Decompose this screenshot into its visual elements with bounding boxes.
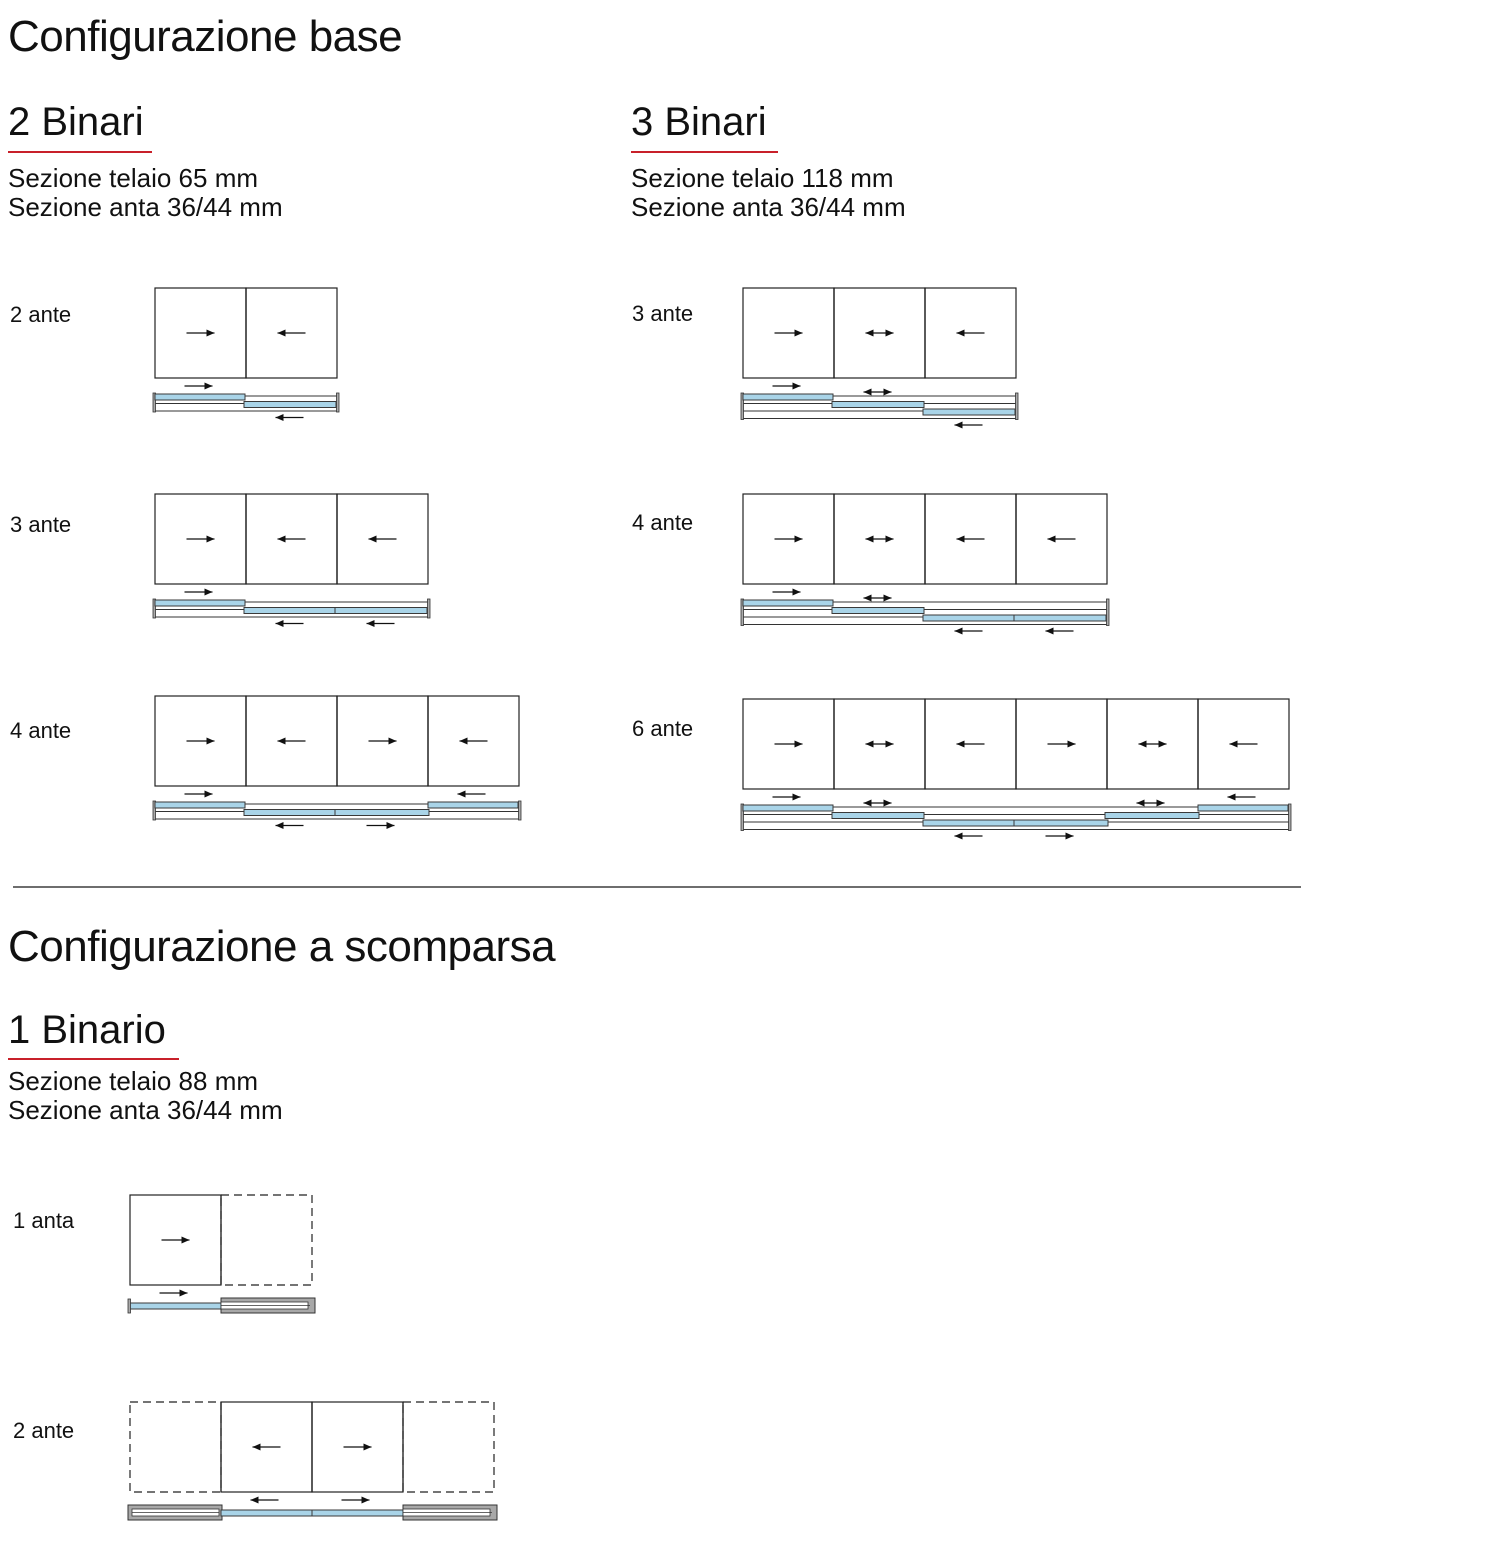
config-label: 3 ante bbox=[10, 512, 72, 537]
arrow-left-icon bbox=[957, 741, 985, 748]
arrow-right-icon bbox=[775, 741, 803, 748]
arrow-right-icon bbox=[185, 589, 213, 596]
arrow-left-icon bbox=[1046, 628, 1074, 635]
arrow-left-icon bbox=[955, 833, 983, 840]
frame-end-cap bbox=[337, 393, 340, 412]
arrow-right-icon bbox=[1048, 741, 1076, 748]
arrow-left-icon bbox=[957, 330, 985, 337]
section-title-base: Configurazione base bbox=[8, 12, 403, 61]
config-label: 1 anta bbox=[13, 1208, 75, 1233]
sliding-panel-plan bbox=[1014, 820, 1108, 826]
arrow-right-icon bbox=[162, 1237, 190, 1244]
arrow-left-icon bbox=[460, 738, 488, 745]
arrow-left-icon bbox=[458, 791, 486, 798]
arrow-left-icon bbox=[251, 1497, 279, 1504]
sliding-panel-plan bbox=[130, 1303, 221, 1309]
arrow-right-icon bbox=[773, 794, 801, 801]
double-arrow-icon bbox=[866, 330, 894, 337]
config-label: 3 ante bbox=[632, 301, 694, 326]
arrow-left-icon bbox=[276, 822, 304, 829]
arrow-left-icon bbox=[276, 414, 304, 421]
sliding-panel-plan bbox=[1014, 615, 1106, 621]
sliding-panel-plan bbox=[155, 802, 245, 808]
arrow-left-icon bbox=[276, 620, 304, 627]
arrow-right-icon bbox=[185, 383, 213, 390]
frame-end-cap bbox=[519, 801, 522, 820]
config-label: 2 ante bbox=[10, 302, 72, 327]
double-arrow-icon bbox=[1137, 800, 1165, 807]
sliding-panel-plan bbox=[832, 813, 924, 819]
double-arrow-icon bbox=[866, 741, 894, 748]
arrow-right-icon bbox=[160, 1290, 188, 1297]
pocket-outline bbox=[130, 1402, 221, 1492]
arrow-left-icon bbox=[253, 1444, 281, 1451]
pocket-outline bbox=[221, 1195, 312, 1285]
arrow-right-icon bbox=[369, 738, 397, 745]
spec-panel-section: Sezione anta 36/44 mm bbox=[8, 192, 283, 222]
arrow-right-icon bbox=[344, 1444, 372, 1451]
sliding-panel-plan bbox=[335, 810, 429, 816]
arrow-left-icon bbox=[955, 628, 983, 635]
spec-frame-section: Sezione telaio 118 mm bbox=[631, 163, 894, 193]
arrow-right-icon bbox=[185, 791, 213, 798]
group-title-2-binari: 2 Binari bbox=[8, 100, 144, 144]
double-arrow-icon bbox=[866, 536, 894, 543]
frame-end-cap bbox=[428, 599, 431, 618]
title-underline bbox=[8, 151, 152, 153]
sliding-panel-plan bbox=[428, 802, 518, 808]
pocket-outline bbox=[403, 1402, 494, 1492]
title-underline bbox=[8, 1058, 179, 1060]
group-title-1-binario: 1 Binario bbox=[8, 1008, 166, 1052]
double-arrow-icon bbox=[1139, 741, 1167, 748]
sliding-panel-plan bbox=[155, 600, 245, 606]
arrow-left-icon bbox=[1228, 794, 1256, 801]
sliding-panel-plan bbox=[923, 615, 1015, 621]
arrow-right-icon bbox=[775, 330, 803, 337]
arrow-right-icon bbox=[342, 1497, 370, 1504]
spec-frame-section: Sezione telaio 65 mm bbox=[8, 163, 259, 193]
sliding-panel-plan bbox=[244, 402, 336, 408]
config-label: 4 ante bbox=[10, 718, 72, 743]
sliding-panel-plan bbox=[923, 820, 1015, 826]
arrow-left-icon bbox=[957, 536, 985, 543]
arrow-left-icon bbox=[955, 422, 983, 429]
arrow-left-icon bbox=[369, 536, 397, 543]
frame-end-cap bbox=[128, 1299, 131, 1313]
arrow-right-icon bbox=[187, 738, 215, 745]
sliding-panel-plan bbox=[312, 1510, 403, 1516]
config-label: 2 ante bbox=[13, 1418, 75, 1443]
arrow-left-icon bbox=[367, 620, 395, 627]
group-title-3-binari: 3 Binari bbox=[631, 100, 767, 144]
spec-frame-section: Sezione telaio 88 mm bbox=[8, 1066, 259, 1096]
sliding-panel-plan bbox=[1105, 813, 1199, 819]
arrow-left-icon bbox=[278, 738, 306, 745]
double-arrow-icon bbox=[864, 595, 892, 602]
spec-panel-section: Sezione anta 36/44 mm bbox=[8, 1095, 283, 1125]
section-title-pocket: Configurazione a scomparsa bbox=[8, 922, 556, 971]
sliding-panel-plan bbox=[743, 805, 833, 811]
arrow-right-icon bbox=[187, 330, 215, 337]
spec-panel-section: Sezione anta 36/44 mm bbox=[631, 192, 906, 222]
sliding-panel-plan bbox=[832, 608, 924, 614]
arrow-left-icon bbox=[1230, 741, 1258, 748]
door-diagram-pocket-2ante bbox=[0, 0, 1, 1]
double-arrow-icon bbox=[864, 389, 892, 396]
frame-end-cap bbox=[1107, 599, 1110, 626]
sliding-panel-plan bbox=[1198, 805, 1288, 811]
sliding-panel-plan bbox=[743, 394, 833, 400]
arrow-left-icon bbox=[1048, 536, 1076, 543]
sliding-panel-plan bbox=[923, 409, 1015, 415]
arrow-right-icon bbox=[773, 589, 801, 596]
title-underline bbox=[631, 151, 778, 153]
sliding-panel-plan bbox=[244, 608, 336, 614]
arrow-right-icon bbox=[1046, 833, 1074, 840]
arrow-right-icon bbox=[773, 383, 801, 390]
sliding-panel-plan bbox=[335, 608, 427, 614]
config-label: 4 ante bbox=[632, 510, 694, 535]
arrow-left-icon bbox=[278, 536, 306, 543]
frame-end-cap bbox=[1289, 804, 1292, 831]
arrow-right-icon bbox=[367, 822, 395, 829]
sliding-panel-plan bbox=[155, 394, 245, 400]
arrow-left-icon bbox=[278, 330, 306, 337]
config-label: 6 ante bbox=[632, 716, 694, 741]
sliding-panel-plan bbox=[832, 402, 924, 408]
sliding-panel-plan bbox=[244, 810, 336, 816]
double-arrow-icon bbox=[864, 800, 892, 807]
section-divider bbox=[13, 886, 1301, 888]
arrow-right-icon bbox=[775, 536, 803, 543]
arrow-right-icon bbox=[187, 536, 215, 543]
sliding-panel-plan bbox=[221, 1510, 312, 1516]
frame-end-cap bbox=[1016, 393, 1019, 420]
sliding-panel-plan bbox=[743, 600, 833, 606]
